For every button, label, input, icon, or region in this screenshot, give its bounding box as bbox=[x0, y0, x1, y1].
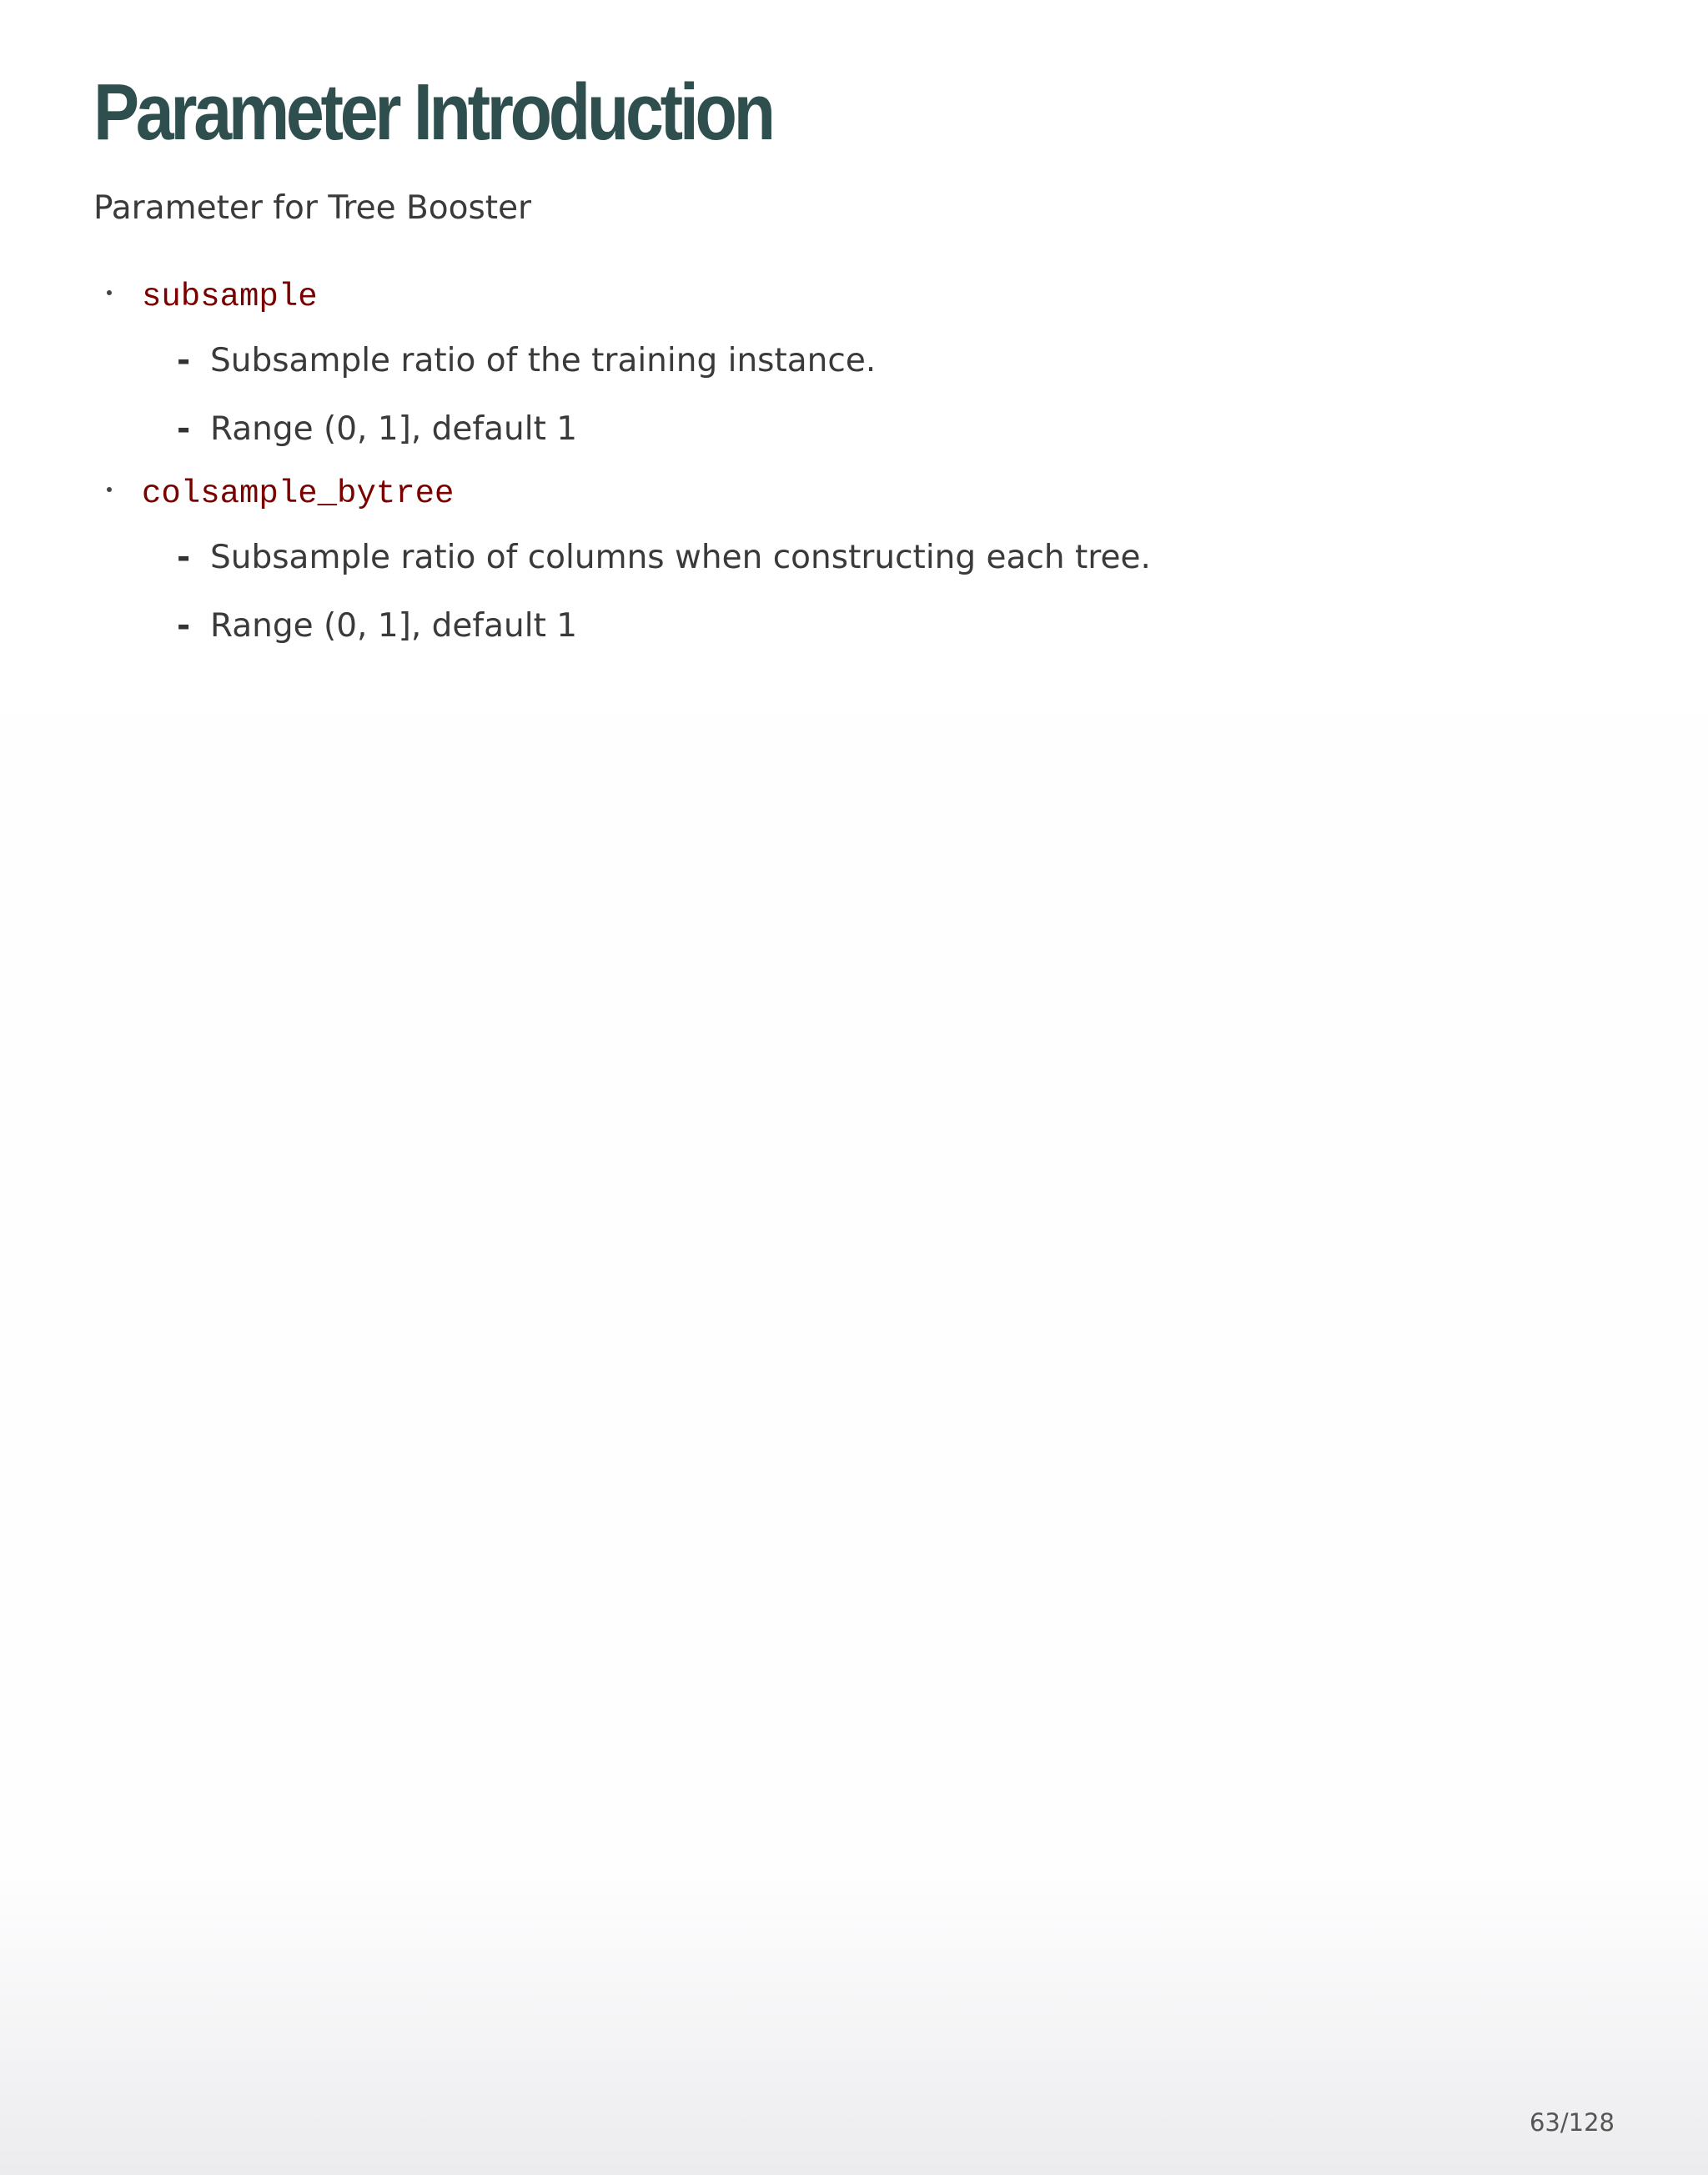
parameter-detail bbox=[93, 592, 1595, 661]
detail-text: Range (0, 1], default 1 bbox=[210, 607, 578, 645]
parameter-heading bbox=[93, 267, 1595, 327]
parameter-name: colsample_bytree bbox=[142, 475, 455, 512]
parameter-name: subsample bbox=[142, 279, 318, 315]
dash-icon: - bbox=[177, 342, 191, 379]
parameter-detail bbox=[93, 524, 1595, 592]
page-number: 63/128 bbox=[1529, 2108, 1615, 2137]
detail-text: Subsample ratio of columns when constructing each tree. bbox=[210, 539, 1151, 576]
detail-text: Range (0, 1], default 1 bbox=[210, 410, 578, 448]
parameter-list bbox=[93, 267, 1595, 661]
parameter-detail bbox=[93, 395, 1595, 464]
bullet-dot-icon bbox=[107, 487, 112, 492]
dash-icon: - bbox=[177, 539, 191, 576]
parameter-detail bbox=[93, 327, 1595, 395]
slide-subtitle: Parameter for Tree Booster bbox=[93, 189, 532, 227]
parameter-item-subsample bbox=[93, 267, 1595, 464]
parameter-item-colsample-bytree bbox=[93, 464, 1595, 661]
dash-icon: - bbox=[177, 410, 191, 448]
parameter-heading bbox=[93, 464, 1595, 524]
parameter-details bbox=[93, 524, 1595, 661]
detail-text: Subsample ratio of the training instance. bbox=[210, 342, 877, 379]
bullet-dot-icon bbox=[107, 290, 112, 295]
parameter-details bbox=[93, 327, 1595, 464]
dash-icon: - bbox=[177, 607, 191, 645]
slide-title: Parameter Introduction bbox=[93, 68, 772, 157]
